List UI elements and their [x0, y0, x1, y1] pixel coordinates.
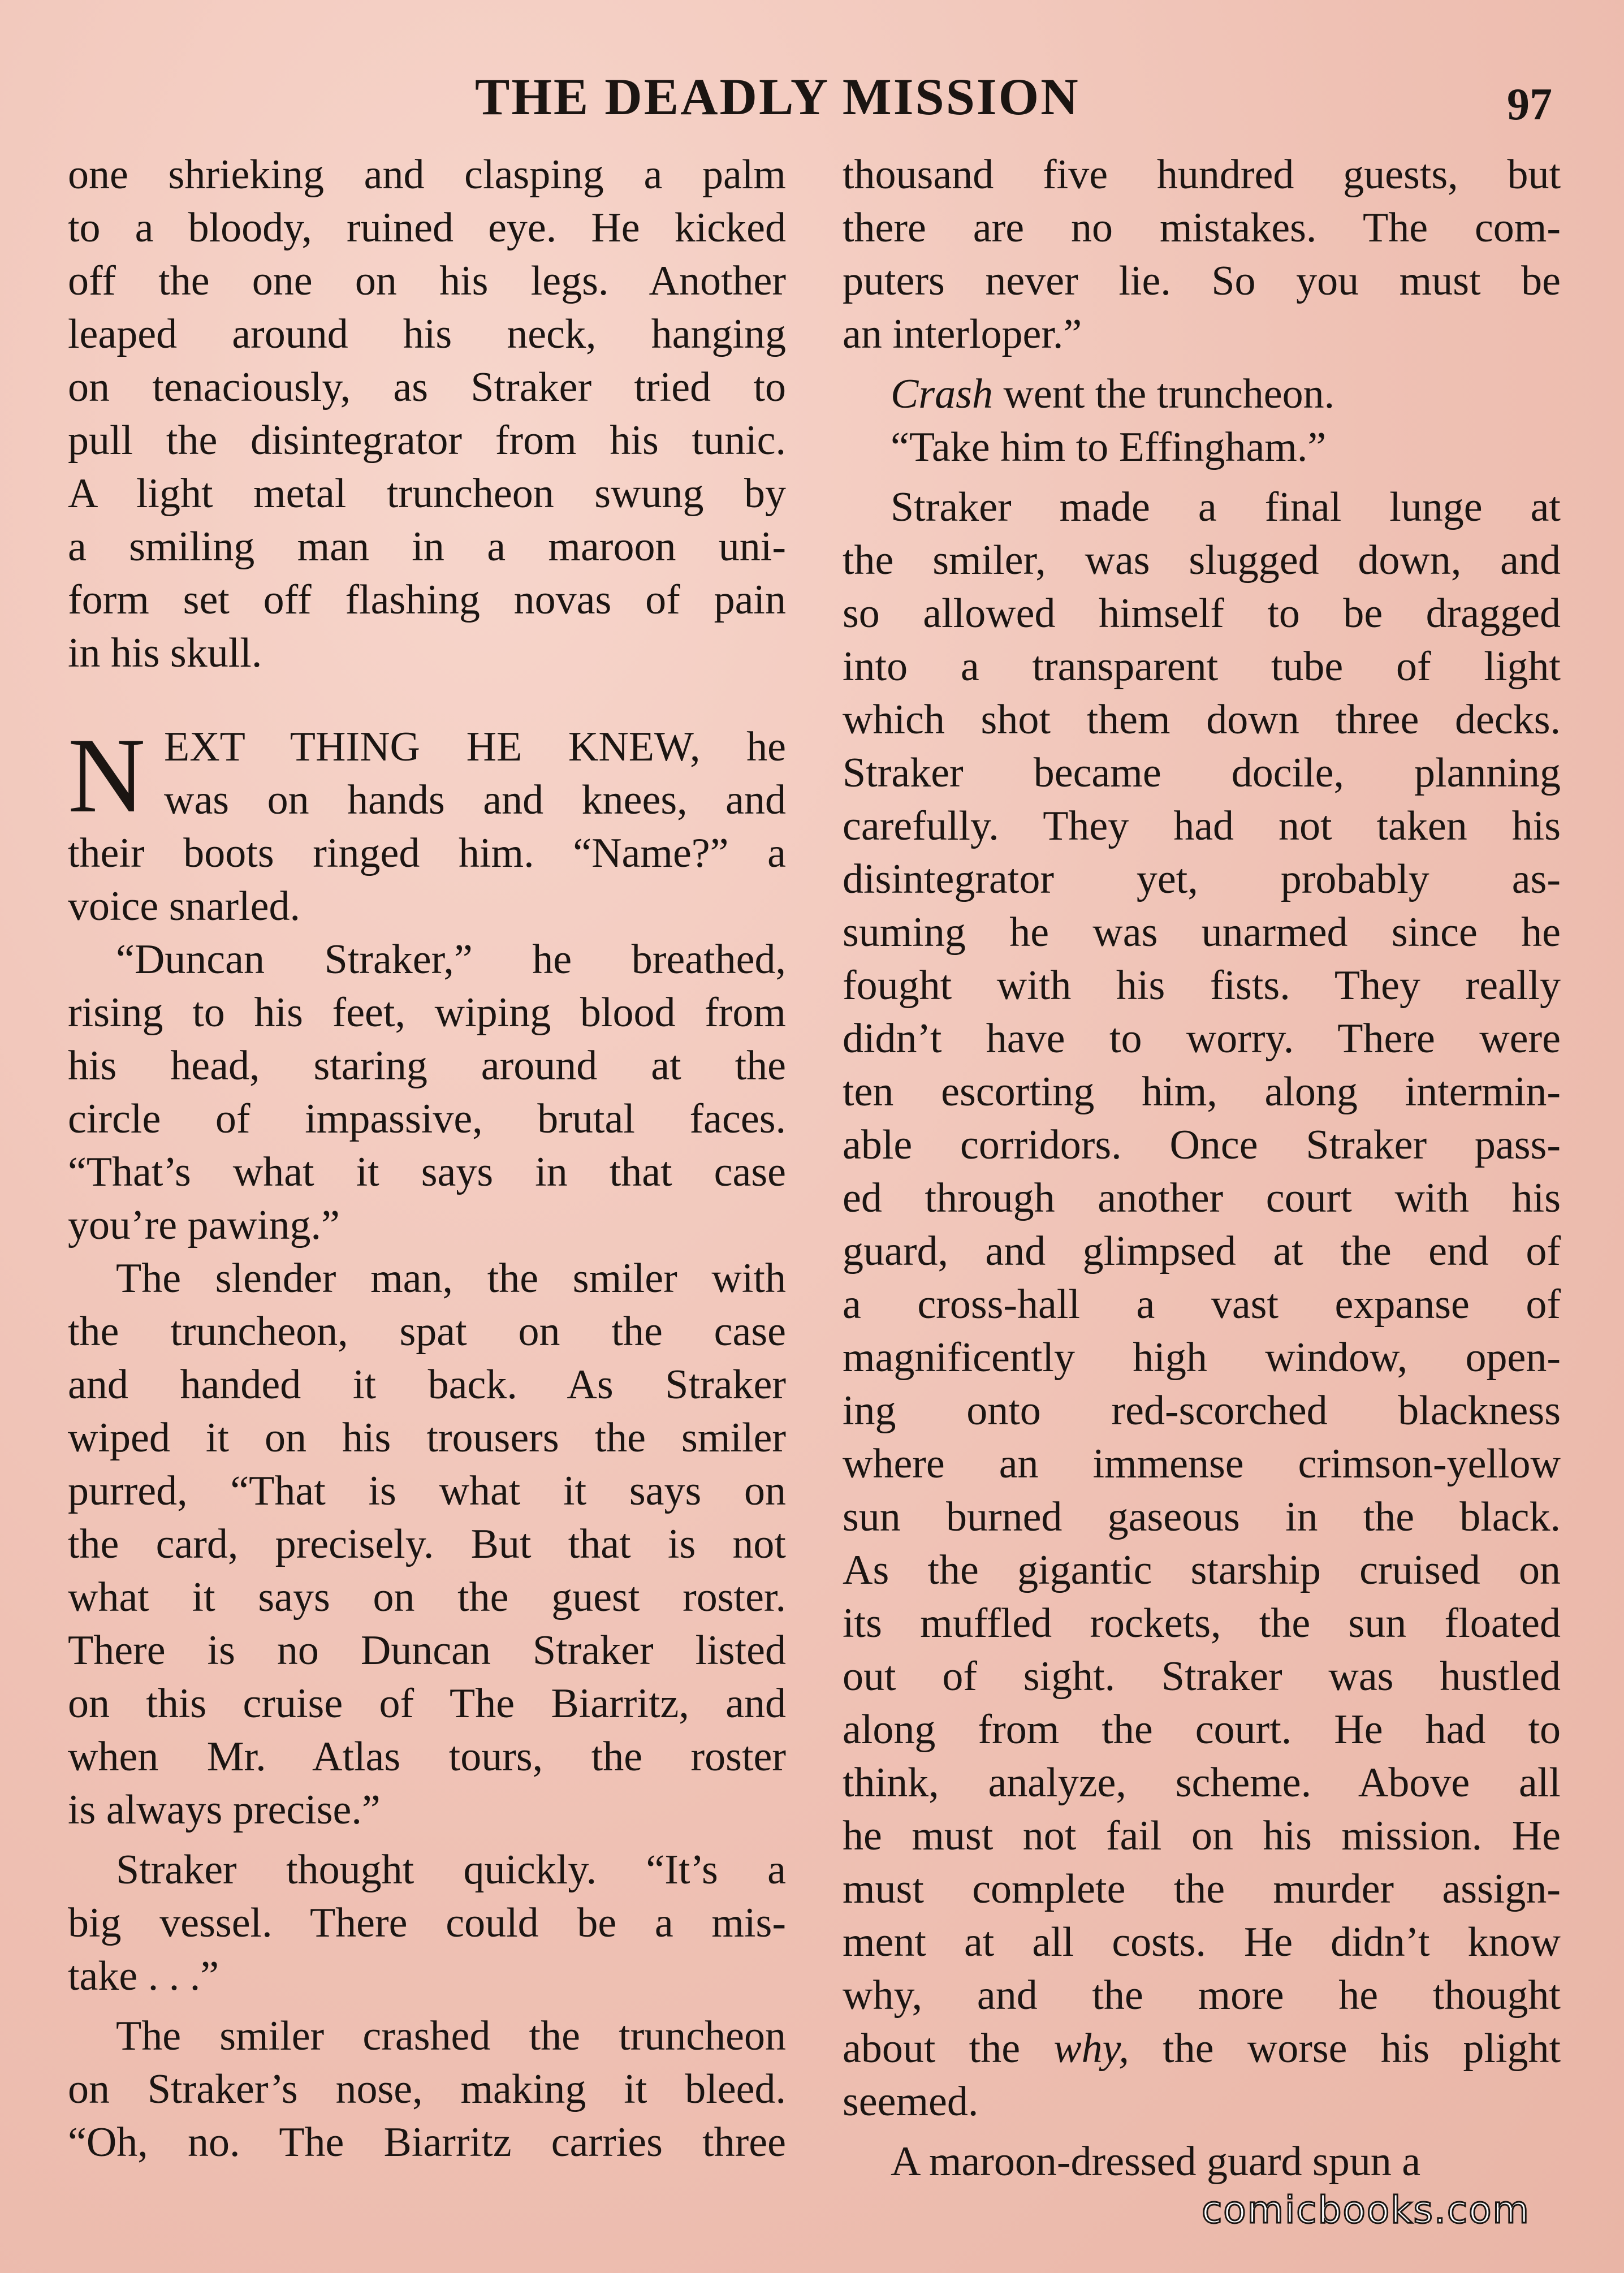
text-line: Straker made a final lunge at [891, 484, 1561, 530]
text-line: carefully. They had not taken his [843, 803, 1561, 849]
text-line: The slender man, the smiler with [116, 1255, 786, 1302]
text-line: one shrieking and clasping a palm [68, 152, 786, 198]
text-line: leaped around his neck, hanging [68, 311, 786, 357]
text-line: wiped it on his trousers the smiler [68, 1415, 786, 1461]
drop-cap: N [68, 716, 146, 835]
text-line: off the one on his legs. Another [68, 258, 786, 304]
text-line: magnificently high window, open- [843, 1334, 1561, 1381]
paragraph [843, 2135, 1561, 2188]
text-line: its muffled rockets, the sun floated [843, 1600, 1561, 1647]
text-line: a cross-hall a vast expanse of [843, 1281, 1561, 1328]
text-line: A light metal truncheon swung by [68, 470, 786, 517]
paragraph [68, 1252, 786, 1836]
text-line: fought with his fists. They really [843, 962, 1561, 1009]
text-line: The smiler crashed the truncheon [116, 2013, 786, 2059]
emphasis-text: why, [1053, 2025, 1129, 2072]
text-line: form set off flashing novas of pain [68, 577, 786, 623]
text-line: “Take him to Effingham.” [891, 424, 1327, 470]
text-line: on this cruise of The Biarritz, and [68, 1680, 786, 1727]
text-line: A maroon-dressed guard spun a [891, 2138, 1421, 2185]
paragraph [68, 148, 786, 680]
text-line: didn’t have to worry. There were [843, 1015, 1561, 1062]
text-span: the worse his plight [1129, 2025, 1561, 2072]
text-line: puters never lie. So you must be [843, 258, 1561, 304]
text-line: which shot them down three decks. [843, 697, 1561, 743]
text-line: the card, precisely. But that is not [68, 1521, 786, 1567]
paragraph [68, 1843, 786, 2003]
text-line: able corridors. Once Straker pass- [843, 1122, 1561, 1168]
text-line: in his skull. [68, 630, 262, 676]
text-span: went the truncheon. [992, 371, 1335, 417]
text-line: why, and the more he thought [843, 1972, 1561, 2019]
paragraph [843, 421, 1561, 474]
text-line: into a transparent tube of light [843, 643, 1561, 690]
text-line: along from the court. He had to [843, 1706, 1561, 1753]
text-line: EXT THING HE KNEW, he [164, 724, 786, 770]
text-line: on tenaciously, as Straker tried to [68, 364, 786, 410]
text-line: As the gigantic starship cruised on [843, 1547, 1561, 1593]
text-line: he must not fail on his mission. He [843, 1813, 1561, 1859]
text-line: the smiler, was slugged down, and [843, 537, 1561, 584]
text-line: disintegrator yet, probably as- [843, 856, 1561, 902]
paragraph [843, 148, 1561, 361]
text-line: sun burned gaseous in the black. [843, 1494, 1561, 1540]
text-span: about the [843, 2025, 1054, 2072]
left-column [68, 148, 786, 2169]
text-line: on Straker’s nose, making it bleed. [68, 2066, 786, 2112]
text-line: ment at all costs. He didn’t know [843, 1919, 1561, 1965]
text-line: a smiling man in a maroon uni- [68, 524, 786, 570]
text-line: their boots ringed him. “Name?” a [68, 830, 786, 876]
right-column [843, 148, 1561, 2188]
text-line: his head, staring around at the [68, 1043, 786, 1089]
text-line: the truncheon, spat on the case [68, 1308, 786, 1355]
text-line: “That’s what it says in that case [68, 1149, 786, 1195]
paragraph [843, 481, 1561, 2128]
text-line: must complete the murder assign- [843, 1866, 1561, 1912]
text-line: to a bloody, ruined eye. He kicked [68, 205, 786, 251]
text-line: Straker became docile, planning [843, 750, 1561, 796]
text-line: big vessel. There could be a mis- [68, 1900, 786, 1946]
watermark: comicbooks.com [1202, 2188, 1530, 2232]
emphasis-text: Crash [891, 371, 993, 417]
text-line: you’re pawing.” [68, 1202, 340, 1248]
running-title: THE DEADLY MISSION [475, 68, 1080, 126]
text-line: rising to his feet, wiping blood from [68, 989, 786, 1036]
text-line: ten escorting him, along intermin- [843, 1069, 1561, 1115]
text-line [843, 2022, 1561, 2075]
text-line: purred, “That is what it says on [68, 1468, 786, 1514]
text-line: thousand five hundred guests, but [843, 152, 1561, 198]
page-number: 97 [1507, 80, 1552, 129]
text-line: ed through another court with his [843, 1175, 1561, 1221]
text-line [843, 368, 1561, 421]
text-line: pull the disintegrator from his tunic. [68, 417, 786, 464]
text-line: there are no mistakes. The com- [843, 205, 1561, 251]
text-line: is always precise.” [68, 1787, 381, 1833]
text-line: There is no Duncan Straker listed [68, 1627, 786, 1674]
paragraph [843, 368, 1561, 421]
section-start [68, 716, 786, 835]
text-line: guard, and glimpsed at the end of [843, 1228, 1561, 1274]
text-line: take . . .” [68, 1953, 219, 1999]
text-line: so allowed himself to be dragged [843, 590, 1561, 637]
page-header [0, 57, 1624, 130]
text-line: and handed it back. As Straker [68, 1362, 786, 1408]
paragraph [68, 827, 786, 933]
text-line: out of sight. Straker was hustled [843, 1653, 1561, 1700]
text-line: seemed. [843, 2078, 979, 2125]
text-line: where an immense crimson-yellow [843, 1441, 1561, 1487]
text-line: voice snarled. [68, 883, 300, 930]
text-line: suming he was unarmed since he [843, 909, 1561, 956]
text-line: ing onto red-scorched blackness [843, 1388, 1561, 1434]
text-line: Straker thought quickly. “It’s a [116, 1847, 786, 1893]
text-line: an interloper.” [843, 311, 1082, 357]
paragraph [68, 2010, 786, 2169]
text-line: think, analyze, scheme. Above all [843, 1760, 1561, 1806]
text-line: when Mr. Atlas tours, the roster [68, 1734, 786, 1780]
text-line: “Duncan Straker,” he breathed, [116, 936, 786, 983]
text-line: what it says on the guest roster. [68, 1574, 786, 1621]
text-line: circle of impassive, brutal faces. [68, 1096, 786, 1142]
text-line: was on hands and knees, and [164, 777, 786, 823]
text-line: “Oh, no. The Biarritz carries three [68, 2119, 786, 2166]
paragraph [68, 933, 786, 1252]
